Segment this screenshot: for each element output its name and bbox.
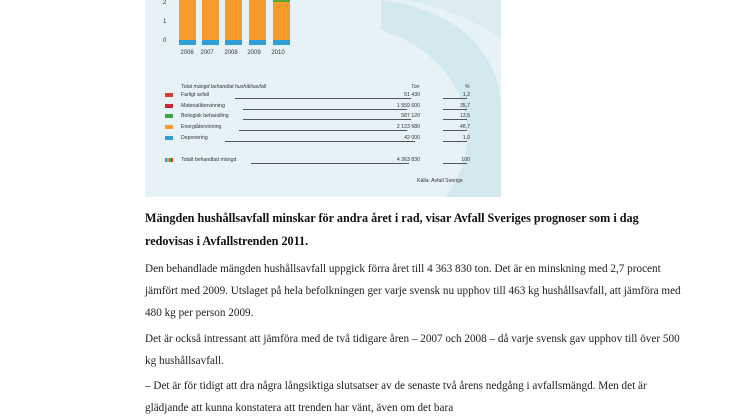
x-tick-label: 2008 xyxy=(224,50,238,56)
bar-energy-2010 xyxy=(273,0,290,40)
legend-swatch xyxy=(165,125,173,129)
table-row xyxy=(165,92,475,100)
row-label: Farligt avfall xyxy=(181,92,209,98)
y-tick-label: 2 xyxy=(163,0,167,6)
row-pct: 35,7 xyxy=(459,103,470,109)
bar-energy-2009 xyxy=(249,0,266,40)
article-heading: Mängden hushållsavfall minskar för andra året i rad, visar Avfall Sveriges prognoser som i dag redovisas i Avfallstrenden 2011. xyxy=(145,211,639,248)
legend-swatch xyxy=(165,104,173,108)
row-label: Materialåtervinning xyxy=(181,103,225,109)
table-col-pct: % xyxy=(465,84,470,90)
chart-source: Källa: Avfall Sverige xyxy=(417,178,463,184)
bar-landfill-2009 xyxy=(249,40,266,45)
row-ton: 1 559 600 xyxy=(396,103,420,109)
legend-swatch-total xyxy=(165,158,173,162)
x-tick-label: 2007 xyxy=(200,50,214,56)
bar-energy-2006 xyxy=(179,0,196,40)
bar-energy-2007 xyxy=(202,0,219,40)
x-tick-label: 2010 xyxy=(271,50,285,56)
row-ton: 2 123 680 xyxy=(396,124,420,130)
row-label: Deponering xyxy=(181,135,208,141)
row-ton: 51 430 xyxy=(404,92,420,98)
y-tick-label: 0 xyxy=(163,38,167,44)
legend-swatch xyxy=(165,136,173,140)
row-label: Energiåtervinning xyxy=(181,124,222,130)
bar-landfill-2010 xyxy=(273,40,290,45)
bar-biological-2010 xyxy=(273,0,290,2)
row-ton: 587 120 xyxy=(401,113,420,119)
chart-figure xyxy=(145,0,501,197)
row-ton: 42 000 xyxy=(404,135,420,141)
table-row xyxy=(165,103,475,111)
legend-swatch xyxy=(165,114,173,118)
x-tick-label: 2006 xyxy=(180,50,194,56)
table-col-ton: Ton xyxy=(411,84,420,90)
row-pct: 100 xyxy=(461,157,470,163)
table-title: Total mängd behandlat hushållsavfall xyxy=(181,84,267,90)
table-total-row xyxy=(165,157,475,165)
article-paragraph: Det är också intressant att jämföra med de två tidigare åren – 2007 och 2008 – då varje svensk gav upphov till över 500 kg hushållsavfall. xyxy=(145,333,680,367)
row-label: Biologisk behandling xyxy=(181,113,229,119)
row-pct: 1,2 xyxy=(462,92,470,98)
legend-swatch xyxy=(165,93,173,97)
bar-landfill-2007 xyxy=(202,40,219,45)
bar-landfill-2006 xyxy=(179,40,196,45)
table-row xyxy=(165,124,475,132)
article-paragraph: – Det är för tidigt att dra några långsiktiga slutsatser av de senaste två årens nedgång i avfallsmängd. Men det är glädjande att kunna konstatera att trenden har vänt, även om det bara xyxy=(145,380,647,414)
bar-energy-2008 xyxy=(225,0,242,40)
table-row xyxy=(165,135,475,143)
y-tick-label: 1 xyxy=(163,19,167,25)
article-paragraph: Den behandlade mängden hushållsavfall uppgick förra året till 4 363 830 ton. Det är en minskning med 2,7 procent jämfört med 2009. Utslaget på hela befolkningen ger varje svensk nu upphov till 463 kg hushållsavfall, att jämföra med 480 kg per person 2009. xyxy=(145,263,681,319)
table-row xyxy=(165,113,475,121)
row-ton: 4 363 830 xyxy=(396,157,420,163)
x-tick-label: 2009 xyxy=(247,50,261,56)
row-label: Totalt behandlad mängd xyxy=(181,157,237,163)
row-pct: 1,0 xyxy=(462,135,470,141)
bar-landfill-2008 xyxy=(225,40,242,45)
row-pct: 13,5 xyxy=(459,113,470,119)
row-pct: 48,7 xyxy=(459,124,470,130)
